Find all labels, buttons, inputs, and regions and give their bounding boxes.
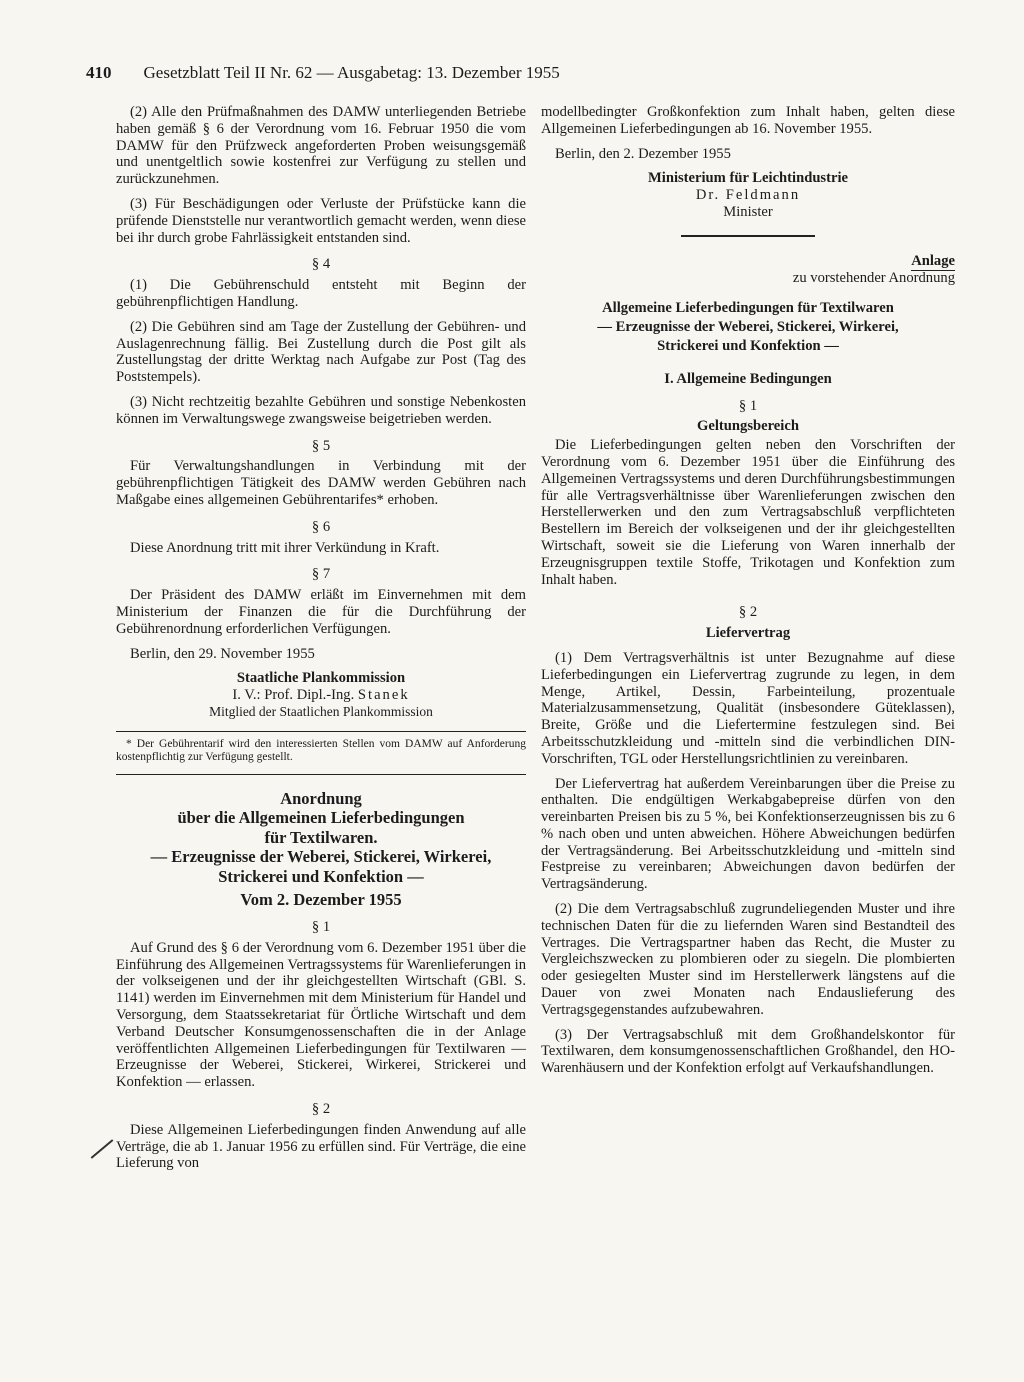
paragraph: Der Präsident des DAMW erläßt im Einvernehmen mit dem Ministerium der Finanzen die für die Durchführung der Gebührenordnung erforderlichen Verfügungen. xyxy=(116,587,526,637)
paragraph: Diese Allgemeinen Lieferbedingungen finden Anwendung auf alle Verträge, die ab 1. Januar 1956 zu erfüllen sind. Für Verträge, die eine Lieferung von xyxy=(116,1121,526,1172)
annex-heading-line: — Erzeugnisse der Weberei, Stickerei, Wirkerei, xyxy=(597,319,899,336)
signature-role: Minister xyxy=(723,203,773,220)
title-line: Anordnung xyxy=(280,788,362,808)
paragraph: Für Verwaltungshandlungen in Verbindung mit der gebührenpflichtigen Tätigkeit des DAMW werden Gebühren nach Maßgabe eines allgemeinen Gebührentarifes* erhoben. xyxy=(116,458,526,508)
title-date: Vom 2. Dezember 1955 xyxy=(240,890,402,910)
signature-block xyxy=(541,170,955,220)
paragraph: (3) Der Vertragsabschluß mit dem Großhandelskontor für Textilwaren, dem konsumgenossenschaftlichen Großhandel, den HO-Warenhäusern und der Konfektion erfolgt auf Verkaufshandlungen. xyxy=(541,1026,955,1077)
paragraph: Diese Anordnung tritt mit ihrer Verkündung in Kraft. xyxy=(130,539,440,556)
annex-heading-line: Strickerei und Konfektion — xyxy=(657,337,839,354)
section-heading: § 6 xyxy=(311,518,331,535)
title-line: Strickerei und Konfektion — xyxy=(218,866,424,886)
paragraph: Die Lieferbedingungen gelten neben den Vorschriften der Verordnung vom 6. Dezember 1951 über die Einführung des Allgemeinen Vertragssystems und deren Durchführungsbestimmungen für alle Vertragsverhältnisse über Warenlieferungen zwischen den Herstellerwerken und den zum Vertragsabschluß verpflichteten Bestellern im Bereich der volkseigenen und der ihr gleichgestellten Wirtschaft, soweit sie die Lieferung von Waren innerhalb der Erzeugnisgruppen textile Stoffe, Trikotagen und Konfektion zum Inhalt haben. xyxy=(541,437,955,588)
signature-prefix: I. V.: Prof. Dipl.-Ing. xyxy=(232,687,355,704)
annex-subtitle: zu vorstehender Anordnung xyxy=(792,269,955,286)
running-title: Gesetzblatt Teil II Nr. 62 — Ausgabetag: 13. Dezember 1955 xyxy=(143,63,560,82)
section-heading: § 4 xyxy=(311,256,331,273)
signature-role: Mitglied der Staatlichen Plankommission xyxy=(209,703,433,719)
paragraph: Der Liefervertrag hat außerdem Vereinbarungen über die Preise zu enthalten. Die endgültigen Werkabgabepreise dürfen von den vereinbarten Preisen bis zu 5 %, bei Konfektionserzeugnissen bis zu 6 % nach oben und unten abweichen. Höhere Abweichungen bedürfen der Vertragsänderung. Bei Arbeitsschutzkleidung und -mitteln sind Festpreise zu vereinbaren; Abweichungen davon bedürfen der Vertragsänderung. xyxy=(541,775,955,893)
signature-name: Stanek xyxy=(357,687,410,704)
annex-label: Anlage xyxy=(911,252,955,269)
paragraph: (1) Die Gebührenschuld entsteht mit Beginn der gebührenpflichtigen Handlung. xyxy=(116,277,526,310)
paragraph: (2) Alle den Prüfmaßnahmen des DAMW unterliegenden Betriebe haben gemäß § 6 der Verordnung vom 16. Februar 1950 die vom DAMW für den Prüfzweck angeforderten Proben weisungsgemäß und unentgeltlich sowie kostenfrei zur Verfügung zu stellen und zurückzunehmen. xyxy=(116,104,526,188)
section-heading: § 7 xyxy=(311,566,331,583)
section-title: Liefervertrag xyxy=(705,625,791,642)
running-header xyxy=(86,63,786,83)
margin-mark xyxy=(91,1139,114,1159)
paragraph: (2) Die dem Vertragsabschluß zugrundeliegenden Muster und ihre technischen Daten für die zu liefernden Waren sind Bestandteil des Vertrages. Die Vertragspartner haben das Recht, die Muster zu Vergleichszwecken zu plombieren oder zu siegeln. Die plombierten oder gesiegelten Muster sind im Herstellerwerk längstens auf die Dauer von zwei Monaten nach Endauslieferung des Vertragsgegenstandes aufzubewahren. xyxy=(541,901,955,1018)
section-heading: § 1 xyxy=(311,919,331,935)
paragraph: (3) Für Beschädigungen oder Verluste der Prüfstücke kann die prüfende Dienststelle nur verantwortlich gemacht werden, wenn diese bei ihr durch grobe Fahrlässigkeit entstanden sind. xyxy=(116,195,526,246)
signature-org: Ministerium für Leichtindustrie xyxy=(648,170,848,187)
signature-org: Staatliche Plankommission xyxy=(236,670,406,687)
annex-title xyxy=(541,253,955,270)
signature-name: Dr. Feldmann xyxy=(695,187,801,204)
section-heading: § 2 xyxy=(738,604,758,621)
title-line: — Erzeugnisse der Weberei, Stickerei, Wirkerei, xyxy=(150,847,492,867)
part-heading: I. Allgemeine Bedingungen xyxy=(664,370,832,387)
left-column xyxy=(116,104,526,1180)
paragraph: (1) Dem Vertragsverhältnis ist unter Bezugnahme auf diese Lieferbedingungen ein Liefervertrag zugrunde zu legen, in dem Menge, Artikel, Dessin, Farbeinteilung, prozentuale Materialzusammensetzung, Qualität (insbesondere Güteklassen), Breite, Größe und die Liefertermine festzulegen sind. Bei Arbeitsschutzkleidung und -mitteln sind die verbindlichen DIN-Vorschriften, TGL oder Herstellungsrichtlinien zu vereinbaren. xyxy=(541,649,955,767)
section-heading: § 1 xyxy=(738,397,758,414)
section-divider xyxy=(116,774,526,775)
paragraph: modellbedingter Großkonfektion zum Inhalt haben, gelten diese Allgemeinen Lieferbedingungen ab 16. November 1955. xyxy=(541,104,955,137)
divider-rule xyxy=(681,235,815,237)
annex-heading-line: Allgemeine Lieferbedingungen für Textilwaren xyxy=(602,300,894,317)
paragraph: Auf Grund des § 6 der Verordnung vom 6. Dezember 1951 über die Einführung des Allgemeinen Vertragssystems für Warenlieferungen in der volkseigenen und der ihr gleichgestellten Wirtschaft (GBl. S. 1141) werden im Einvernehmen mit dem Ministerium für Handel und Versorgung, dem Staatssekretariat für Örtliche Wirtschaft und dem Verband Deutscher Konsumgenossenschaften die in der Anlage veröffentlichten Allgemeinen Lieferbedingungen für Textilwaren — Erzeugnisse der Weberei, Stickerei, Wirkerei, Strickerei und Konfektion — erlassen. xyxy=(116,939,526,1091)
footnote: * Der Gebührentarif wird den interessierten Stellen vom DAMW auf Anforderung kostenpflichtig zur Verfügung gestellt. xyxy=(116,731,526,764)
paragraph: (2) Die Gebühren sind am Tage der Zustellung der Gebühren- und Auslagenrechnung fällig. Bei Zustellung durch die Post gilt als Zustellungstag der dritte Werktag nach Aufgabe zur Post (Tag des Poststempels). xyxy=(116,318,526,386)
title-line: über die Allgemeinen Lieferbedingungen xyxy=(177,808,465,828)
paragraph: (3) Nicht rechtzeitig bezahlte Gebühren und sonstige Nebenkosten können im Verwaltungswege zwangsweise beigetrieben werden. xyxy=(116,393,526,427)
section-heading: § 5 xyxy=(311,437,331,454)
right-column xyxy=(541,104,955,1085)
title-line: für Textilwaren. xyxy=(264,827,378,847)
section-title: Geltungsbereich xyxy=(697,418,799,435)
page-number: 410 xyxy=(86,63,112,82)
date-line: Berlin, den 29. November 1955 xyxy=(130,645,315,662)
signature-line xyxy=(116,687,526,704)
signature-block xyxy=(116,670,526,720)
section-heading: § 2 xyxy=(311,1100,331,1117)
date-line: Berlin, den 2. Dezember 1955 xyxy=(555,145,731,162)
